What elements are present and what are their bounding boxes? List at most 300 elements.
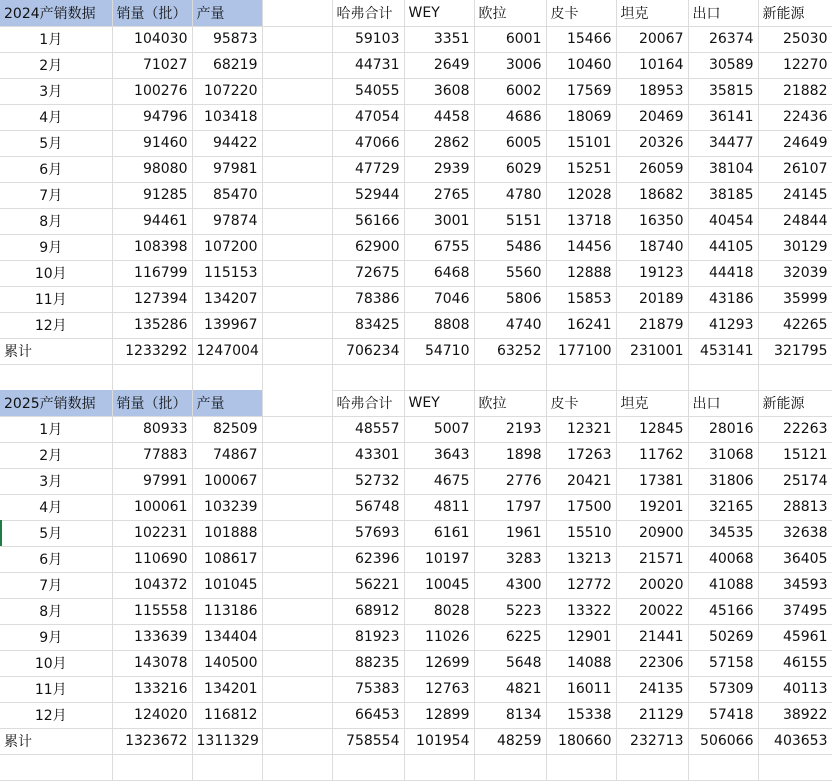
value-cell[interactable]: 100276	[112, 78, 192, 104]
value-cell[interactable]: 38185	[688, 182, 758, 208]
value-cell[interactable]: 321795	[758, 338, 832, 364]
value-cell[interactable]: 116799	[112, 260, 192, 286]
empty-cell[interactable]	[262, 728, 332, 754]
value-cell[interactable]: 11762	[616, 442, 688, 468]
empty-cell[interactable]	[262, 338, 332, 364]
value-cell[interactable]: 12901	[546, 624, 616, 650]
value-cell[interactable]: 403653	[758, 728, 832, 754]
value-cell[interactable]: 42265	[758, 312, 832, 338]
value-cell[interactable]: 108617	[192, 546, 262, 572]
value-cell[interactable]: 44418	[688, 260, 758, 286]
month-cell[interactable]: 累计	[0, 338, 112, 364]
value-cell[interactable]: 5560	[474, 260, 546, 286]
month-cell[interactable]: 5月	[0, 520, 112, 546]
value-cell[interactable]: 97981	[192, 156, 262, 182]
value-cell[interactable]: 506066	[688, 728, 758, 754]
value-cell[interactable]: 15251	[546, 156, 616, 182]
value-cell[interactable]: 4811	[404, 494, 474, 520]
value-cell[interactable]: 1898	[474, 442, 546, 468]
value-cell[interactable]: 4675	[404, 468, 474, 494]
value-cell[interactable]: 453141	[688, 338, 758, 364]
month-cell[interactable]: 10月	[0, 260, 112, 286]
value-cell[interactable]: 21129	[616, 702, 688, 728]
header-cell[interactable]: WEY	[404, 390, 474, 416]
value-cell[interactable]: 12899	[404, 702, 474, 728]
empty-cell[interactable]	[192, 364, 262, 390]
value-cell[interactable]: 20022	[616, 598, 688, 624]
month-cell[interactable]: 6月	[0, 156, 112, 182]
value-cell[interactable]: 5151	[474, 208, 546, 234]
value-cell[interactable]: 37495	[758, 598, 832, 624]
value-cell[interactable]: 94422	[192, 130, 262, 156]
value-cell[interactable]: 18953	[616, 78, 688, 104]
value-cell[interactable]: 101954	[404, 728, 474, 754]
month-cell[interactable]: 1月	[0, 26, 112, 52]
empty-cell[interactable]	[262, 390, 332, 416]
value-cell[interactable]: 47066	[332, 130, 404, 156]
value-cell[interactable]: 8028	[404, 598, 474, 624]
value-cell[interactable]: 52944	[332, 182, 404, 208]
empty-cell[interactable]	[262, 286, 332, 312]
value-cell[interactable]: 12888	[546, 260, 616, 286]
value-cell[interactable]: 94796	[112, 104, 192, 130]
empty-cell[interactable]	[262, 598, 332, 624]
empty-cell[interactable]	[262, 572, 332, 598]
value-cell[interactable]: 143078	[112, 650, 192, 676]
value-cell[interactable]: 6005	[474, 130, 546, 156]
value-cell[interactable]: 180660	[546, 728, 616, 754]
value-cell[interactable]: 5486	[474, 234, 546, 260]
value-cell[interactable]: 5806	[474, 286, 546, 312]
header-cell[interactable]: 销量（批）	[112, 390, 192, 416]
value-cell[interactable]: 10164	[616, 52, 688, 78]
value-cell[interactable]: 3608	[404, 78, 474, 104]
value-cell[interactable]: 28813	[758, 494, 832, 520]
empty-cell[interactable]	[474, 364, 546, 390]
header-cell[interactable]: 新能源	[758, 0, 832, 26]
value-cell[interactable]: 139967	[192, 312, 262, 338]
value-cell[interactable]: 28016	[688, 416, 758, 442]
month-cell[interactable]: 10月	[0, 650, 112, 676]
value-cell[interactable]: 8808	[404, 312, 474, 338]
value-cell[interactable]: 5007	[404, 416, 474, 442]
empty-cell[interactable]	[262, 494, 332, 520]
value-cell[interactable]: 6001	[474, 26, 546, 52]
value-cell[interactable]: 3643	[404, 442, 474, 468]
value-cell[interactable]: 102231	[112, 520, 192, 546]
month-cell[interactable]: 8月	[0, 598, 112, 624]
value-cell[interactable]: 134404	[192, 624, 262, 650]
value-cell[interactable]: 71027	[112, 52, 192, 78]
value-cell[interactable]: 56748	[332, 494, 404, 520]
value-cell[interactable]: 75383	[332, 676, 404, 702]
value-cell[interactable]: 4686	[474, 104, 546, 130]
value-cell[interactable]: 34477	[688, 130, 758, 156]
month-cell[interactable]: 12月	[0, 312, 112, 338]
value-cell[interactable]: 20020	[616, 572, 688, 598]
value-cell[interactable]: 48557	[332, 416, 404, 442]
value-cell[interactable]: 34535	[688, 520, 758, 546]
value-cell[interactable]: 50269	[688, 624, 758, 650]
value-cell[interactable]: 115558	[112, 598, 192, 624]
value-cell[interactable]: 3001	[404, 208, 474, 234]
value-cell[interactable]: 758554	[332, 728, 404, 754]
value-cell[interactable]: 2649	[404, 52, 474, 78]
empty-cell[interactable]	[262, 130, 332, 156]
value-cell[interactable]: 41088	[688, 572, 758, 598]
value-cell[interactable]: 17569	[546, 78, 616, 104]
empty-cell[interactable]	[546, 364, 616, 390]
empty-cell[interactable]	[262, 650, 332, 676]
value-cell[interactable]: 15338	[546, 702, 616, 728]
value-cell[interactable]: 100067	[192, 468, 262, 494]
month-cell[interactable]: 1月	[0, 416, 112, 442]
value-cell[interactable]: 1233292	[112, 338, 192, 364]
value-cell[interactable]: 31806	[688, 468, 758, 494]
empty-cell[interactable]	[758, 364, 832, 390]
value-cell[interactable]: 6002	[474, 78, 546, 104]
value-cell[interactable]: 13322	[546, 598, 616, 624]
value-cell[interactable]: 20421	[546, 468, 616, 494]
empty-cell[interactable]	[332, 754, 404, 780]
header-cell[interactable]: 哈弗合计	[332, 390, 404, 416]
empty-cell[interactable]	[262, 754, 332, 780]
value-cell[interactable]: 62900	[332, 234, 404, 260]
empty-cell[interactable]	[262, 156, 332, 182]
value-cell[interactable]: 24649	[758, 130, 832, 156]
value-cell[interactable]: 13213	[546, 546, 616, 572]
empty-cell[interactable]	[262, 104, 332, 130]
month-cell[interactable]: 7月	[0, 182, 112, 208]
empty-cell[interactable]	[404, 754, 474, 780]
empty-cell[interactable]	[758, 754, 832, 780]
value-cell[interactable]: 12028	[546, 182, 616, 208]
value-cell[interactable]: 77883	[112, 442, 192, 468]
empty-cell[interactable]	[0, 364, 112, 390]
empty-cell[interactable]	[688, 754, 758, 780]
value-cell[interactable]: 127394	[112, 286, 192, 312]
value-cell[interactable]: 36141	[688, 104, 758, 130]
value-cell[interactable]: 78386	[332, 286, 404, 312]
value-cell[interactable]: 20067	[616, 26, 688, 52]
value-cell[interactable]: 21571	[616, 546, 688, 572]
empty-cell[interactable]	[262, 442, 332, 468]
header-cell[interactable]: 皮卡	[546, 0, 616, 26]
value-cell[interactable]: 17263	[546, 442, 616, 468]
value-cell[interactable]: 81923	[332, 624, 404, 650]
value-cell[interactable]: 80933	[112, 416, 192, 442]
value-cell[interactable]: 26059	[616, 156, 688, 182]
month-cell[interactable]: 9月	[0, 624, 112, 650]
empty-cell[interactable]	[262, 702, 332, 728]
value-cell[interactable]: 82509	[192, 416, 262, 442]
value-cell[interactable]: 30129	[758, 234, 832, 260]
month-cell[interactable]: 3月	[0, 468, 112, 494]
value-cell[interactable]: 22436	[758, 104, 832, 130]
value-cell[interactable]: 40068	[688, 546, 758, 572]
header-cell[interactable]: 欧拉	[474, 0, 546, 26]
value-cell[interactable]: 26107	[758, 156, 832, 182]
value-cell[interactable]: 134207	[192, 286, 262, 312]
value-cell[interactable]: 57418	[688, 702, 758, 728]
header-cell[interactable]: 2025产销数据	[0, 390, 112, 416]
value-cell[interactable]: 11026	[404, 624, 474, 650]
value-cell[interactable]: 2765	[404, 182, 474, 208]
empty-cell[interactable]	[474, 754, 546, 780]
header-cell[interactable]: 出口	[688, 390, 758, 416]
value-cell[interactable]: 4458	[404, 104, 474, 130]
value-cell[interactable]: 116812	[192, 702, 262, 728]
value-cell[interactable]: 21882	[758, 78, 832, 104]
value-cell[interactable]: 6225	[474, 624, 546, 650]
month-cell[interactable]: 7月	[0, 572, 112, 598]
header-cell[interactable]: 新能源	[758, 390, 832, 416]
empty-cell[interactable]	[262, 78, 332, 104]
value-cell[interactable]: 62396	[332, 546, 404, 572]
value-cell[interactable]: 94461	[112, 208, 192, 234]
value-cell[interactable]: 56166	[332, 208, 404, 234]
value-cell[interactable]: 107220	[192, 78, 262, 104]
empty-cell[interactable]	[546, 754, 616, 780]
month-cell[interactable]: 6月	[0, 546, 112, 572]
month-cell[interactable]: 11月	[0, 286, 112, 312]
empty-cell[interactable]	[0, 754, 112, 780]
empty-cell[interactable]	[262, 312, 332, 338]
value-cell[interactable]: 18740	[616, 234, 688, 260]
header-cell[interactable]: 坦克	[616, 390, 688, 416]
month-cell[interactable]: 4月	[0, 104, 112, 130]
value-cell[interactable]: 20189	[616, 286, 688, 312]
value-cell[interactable]: 104372	[112, 572, 192, 598]
value-cell[interactable]: 133639	[112, 624, 192, 650]
value-cell[interactable]: 88235	[332, 650, 404, 676]
value-cell[interactable]: 18069	[546, 104, 616, 130]
month-cell[interactable]: 12月	[0, 702, 112, 728]
value-cell[interactable]: 52732	[332, 468, 404, 494]
value-cell[interactable]: 31068	[688, 442, 758, 468]
empty-cell[interactable]	[616, 754, 688, 780]
value-cell[interactable]: 3006	[474, 52, 546, 78]
value-cell[interactable]: 6755	[404, 234, 474, 260]
value-cell[interactable]: 47054	[332, 104, 404, 130]
value-cell[interactable]: 59103	[332, 26, 404, 52]
value-cell[interactable]: 17500	[546, 494, 616, 520]
empty-cell[interactable]	[262, 676, 332, 702]
value-cell[interactable]: 46155	[758, 650, 832, 676]
value-cell[interactable]: 56221	[332, 572, 404, 598]
value-cell[interactable]: 103418	[192, 104, 262, 130]
value-cell[interactable]: 12772	[546, 572, 616, 598]
value-cell[interactable]: 35999	[758, 286, 832, 312]
empty-cell[interactable]	[404, 364, 474, 390]
header-cell[interactable]: 2024产销数据	[0, 0, 112, 26]
value-cell[interactable]: 4740	[474, 312, 546, 338]
value-cell[interactable]: 107200	[192, 234, 262, 260]
value-cell[interactable]: 15121	[758, 442, 832, 468]
value-cell[interactable]: 101888	[192, 520, 262, 546]
value-cell[interactable]: 10197	[404, 546, 474, 572]
value-cell[interactable]: 177100	[546, 338, 616, 364]
value-cell[interactable]: 4300	[474, 572, 546, 598]
month-cell[interactable]: 2月	[0, 52, 112, 78]
value-cell[interactable]: 16350	[616, 208, 688, 234]
value-cell[interactable]: 57693	[332, 520, 404, 546]
value-cell[interactable]: 54710	[404, 338, 474, 364]
value-cell[interactable]: 43301	[332, 442, 404, 468]
value-cell[interactable]: 15101	[546, 130, 616, 156]
month-cell[interactable]: 11月	[0, 676, 112, 702]
value-cell[interactable]: 63252	[474, 338, 546, 364]
value-cell[interactable]: 95873	[192, 26, 262, 52]
month-cell[interactable]: 4月	[0, 494, 112, 520]
value-cell[interactable]: 2939	[404, 156, 474, 182]
value-cell[interactable]: 98080	[112, 156, 192, 182]
value-cell[interactable]: 91285	[112, 182, 192, 208]
value-cell[interactable]: 108398	[112, 234, 192, 260]
value-cell[interactable]: 124020	[112, 702, 192, 728]
empty-cell[interactable]	[262, 624, 332, 650]
value-cell[interactable]: 16011	[546, 676, 616, 702]
value-cell[interactable]: 4821	[474, 676, 546, 702]
value-cell[interactable]: 57158	[688, 650, 758, 676]
value-cell[interactable]: 45961	[758, 624, 832, 650]
header-cell[interactable]: 欧拉	[474, 390, 546, 416]
value-cell[interactable]: 14088	[546, 650, 616, 676]
empty-cell[interactable]	[262, 416, 332, 442]
value-cell[interactable]: 5223	[474, 598, 546, 624]
value-cell[interactable]: 231001	[616, 338, 688, 364]
value-cell[interactable]: 24135	[616, 676, 688, 702]
value-cell[interactable]: 1311329	[192, 728, 262, 754]
value-cell[interactable]: 43186	[688, 286, 758, 312]
value-cell[interactable]: 15853	[546, 286, 616, 312]
value-cell[interactable]: 103239	[192, 494, 262, 520]
value-cell[interactable]: 24145	[758, 182, 832, 208]
value-cell[interactable]: 2776	[474, 468, 546, 494]
value-cell[interactable]: 1247004	[192, 338, 262, 364]
value-cell[interactable]: 12699	[404, 650, 474, 676]
value-cell[interactable]: 34593	[758, 572, 832, 598]
value-cell[interactable]: 91460	[112, 130, 192, 156]
value-cell[interactable]: 24844	[758, 208, 832, 234]
value-cell[interactable]: 30589	[688, 52, 758, 78]
month-cell[interactable]: 2月	[0, 442, 112, 468]
value-cell[interactable]: 232713	[616, 728, 688, 754]
value-cell[interactable]: 135286	[112, 312, 192, 338]
value-cell[interactable]: 17381	[616, 468, 688, 494]
value-cell[interactable]: 57309	[688, 676, 758, 702]
value-cell[interactable]: 5648	[474, 650, 546, 676]
value-cell[interactable]: 74867	[192, 442, 262, 468]
value-cell[interactable]: 35815	[688, 78, 758, 104]
value-cell[interactable]: 140500	[192, 650, 262, 676]
value-cell[interactable]: 20326	[616, 130, 688, 156]
value-cell[interactable]: 1323672	[112, 728, 192, 754]
value-cell[interactable]: 40113	[758, 676, 832, 702]
value-cell[interactable]: 66453	[332, 702, 404, 728]
value-cell[interactable]: 22263	[758, 416, 832, 442]
value-cell[interactable]: 25030	[758, 26, 832, 52]
empty-cell[interactable]	[262, 26, 332, 52]
value-cell[interactable]: 2862	[404, 130, 474, 156]
value-cell[interactable]: 6161	[404, 520, 474, 546]
empty-cell[interactable]	[262, 520, 332, 546]
value-cell[interactable]: 68219	[192, 52, 262, 78]
value-cell[interactable]: 1961	[474, 520, 546, 546]
month-cell[interactable]: 累计	[0, 728, 112, 754]
value-cell[interactable]: 68912	[332, 598, 404, 624]
value-cell[interactable]: 26374	[688, 26, 758, 52]
month-cell[interactable]: 3月	[0, 78, 112, 104]
value-cell[interactable]: 22306	[616, 650, 688, 676]
value-cell[interactable]: 101045	[192, 572, 262, 598]
value-cell[interactable]: 16241	[546, 312, 616, 338]
empty-cell[interactable]	[262, 182, 332, 208]
value-cell[interactable]: 32165	[688, 494, 758, 520]
value-cell[interactable]: 10460	[546, 52, 616, 78]
empty-cell[interactable]	[262, 208, 332, 234]
value-cell[interactable]: 47729	[332, 156, 404, 182]
empty-cell[interactable]	[262, 52, 332, 78]
header-cell[interactable]: 坦克	[616, 0, 688, 26]
value-cell[interactable]: 41293	[688, 312, 758, 338]
value-cell[interactable]: 32039	[758, 260, 832, 286]
header-cell[interactable]: 哈弗合计	[332, 0, 404, 26]
empty-cell[interactable]	[262, 364, 332, 390]
empty-cell[interactable]	[262, 468, 332, 494]
header-cell[interactable]: WEY	[404, 0, 474, 26]
value-cell[interactable]: 38922	[758, 702, 832, 728]
value-cell[interactable]: 97991	[112, 468, 192, 494]
empty-cell[interactable]	[616, 364, 688, 390]
empty-cell[interactable]	[262, 260, 332, 286]
header-cell[interactable]: 产量	[192, 390, 262, 416]
value-cell[interactable]: 72675	[332, 260, 404, 286]
value-cell[interactable]: 40454	[688, 208, 758, 234]
value-cell[interactable]: 110690	[112, 546, 192, 572]
value-cell[interactable]: 20469	[616, 104, 688, 130]
empty-cell[interactable]	[192, 754, 262, 780]
value-cell[interactable]: 3283	[474, 546, 546, 572]
value-cell[interactable]: 36405	[758, 546, 832, 572]
empty-cell[interactable]	[112, 364, 192, 390]
value-cell[interactable]: 3351	[404, 26, 474, 52]
value-cell[interactable]: 21441	[616, 624, 688, 650]
value-cell[interactable]: 12845	[616, 416, 688, 442]
value-cell[interactable]: 706234	[332, 338, 404, 364]
value-cell[interactable]: 100061	[112, 494, 192, 520]
value-cell[interactable]: 104030	[112, 26, 192, 52]
value-cell[interactable]: 7046	[404, 286, 474, 312]
value-cell[interactable]: 15510	[546, 520, 616, 546]
value-cell[interactable]: 44731	[332, 52, 404, 78]
header-cell[interactable]: 销量（批）	[112, 0, 192, 26]
empty-cell[interactable]	[262, 0, 332, 26]
value-cell[interactable]: 44105	[688, 234, 758, 260]
value-cell[interactable]: 2193	[474, 416, 546, 442]
value-cell[interactable]: 83425	[332, 312, 404, 338]
empty-cell[interactable]	[262, 234, 332, 260]
value-cell[interactable]: 19201	[616, 494, 688, 520]
month-cell[interactable]: 5月	[0, 130, 112, 156]
value-cell[interactable]: 18682	[616, 182, 688, 208]
value-cell[interactable]: 4780	[474, 182, 546, 208]
value-cell[interactable]: 20900	[616, 520, 688, 546]
value-cell[interactable]: 113186	[192, 598, 262, 624]
value-cell[interactable]: 54055	[332, 78, 404, 104]
value-cell[interactable]: 1797	[474, 494, 546, 520]
value-cell[interactable]: 12321	[546, 416, 616, 442]
